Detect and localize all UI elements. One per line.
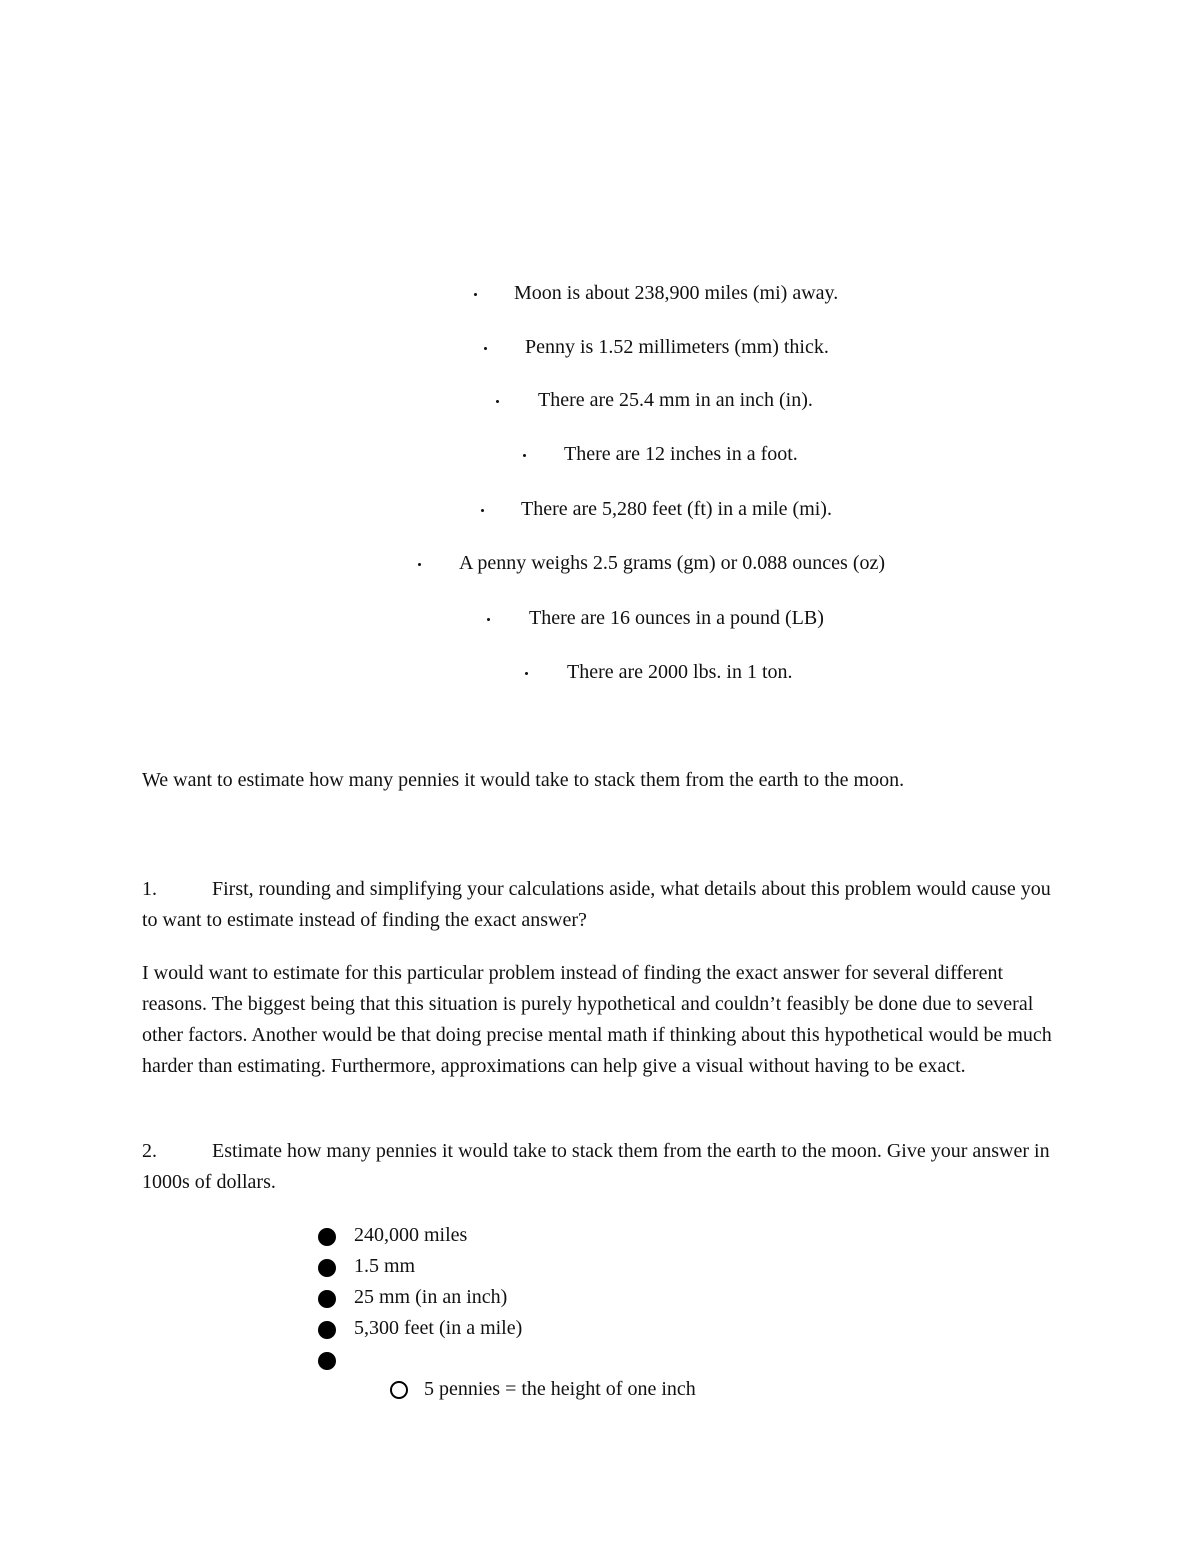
bullet-dot-icon [418, 563, 421, 566]
hollow-bullet-icon [390, 1381, 408, 1399]
question-number: 2. [142, 1140, 157, 1162]
answer-1: I would want to estimate for this particular problem instead of finding the exact answer for several different reasons. The biggest being that this situation is purely hypothetical and couldn’t feasibly be done due to several other factors. Another would be that doing precise mental math if thinking about this hypothetical would be much harder than estimating. Furthermore, approximations can help give a visual without having to be exact. [142, 962, 1052, 1077]
filled-bullet-icon [318, 1321, 336, 1339]
fact-item [0, 278, 1200, 308]
fact-text: Moon is about 238,900 miles (mi) away. [514, 282, 839, 304]
fact-item [0, 332, 1200, 362]
fact-item [0, 385, 1200, 415]
filled-bullet-icon [318, 1352, 336, 1370]
question-2 [142, 1136, 1062, 1198]
question-text: Estimate how many pennies it would take to stack them from the earth to the moon. Give your answer in 1000s of dollars. [142, 1140, 1050, 1193]
fact-item [0, 657, 1200, 687]
list-item [318, 1344, 522, 1375]
fact-text: Penny is 1.52 millimeters (mm) thick. [525, 336, 829, 358]
estimate-bullet-list [318, 1220, 522, 1375]
bullet-dot-icon [523, 454, 526, 457]
fact-text: There are 25.4 mm in an inch (in). [538, 389, 813, 411]
bullet-dot-icon [487, 618, 490, 621]
fact-text: There are 12 inches in a foot. [564, 443, 798, 465]
fact-text: There are 2000 lbs. in 1 ton. [567, 661, 793, 683]
filled-bullet-icon [318, 1228, 336, 1246]
question-number: 1. [142, 878, 157, 900]
bullet-dot-icon [496, 400, 499, 403]
list-item [318, 1220, 522, 1251]
list-item-text: 25 mm (in an inch) [354, 1286, 508, 1308]
fact-item [0, 548, 1200, 578]
list-item [318, 1282, 522, 1313]
list-item [318, 1313, 522, 1344]
list-item-text: 5,300 feet (in a mile) [354, 1317, 523, 1339]
bullet-dot-icon [484, 347, 487, 350]
filled-bullet-icon [318, 1259, 336, 1277]
fact-text: A penny weighs 2.5 grams (gm) or 0.088 ounces (oz) [459, 552, 886, 574]
filled-bullet-icon [318, 1290, 336, 1308]
fact-item [0, 494, 1200, 524]
sub-list-item-text: 5 pennies = the height of one inch [424, 1378, 696, 1400]
problem-intro: We want to estimate how many pennies it would take to stack them from the earth to the moon. [142, 769, 905, 791]
list-item-text: 1.5 mm [354, 1255, 416, 1277]
fact-text: There are 16 ounces in a pound (LB) [529, 607, 824, 629]
sub-list-item [390, 1374, 696, 1405]
fact-item [0, 603, 1200, 633]
bullet-dot-icon [525, 672, 528, 675]
question-text: First, rounding and simplifying your calculations aside, what details about this problem would cause you to want to estimate instead of finding the exact answer? [142, 878, 1051, 931]
question-1 [142, 874, 1062, 936]
fact-item [0, 439, 1200, 469]
bullet-dot-icon [474, 293, 477, 296]
bullet-dot-icon [481, 509, 484, 512]
fact-text: There are 5,280 feet (ft) in a mile (mi). [521, 498, 832, 520]
list-item-text: 240,000 miles [354, 1224, 468, 1246]
list-item [318, 1251, 522, 1282]
